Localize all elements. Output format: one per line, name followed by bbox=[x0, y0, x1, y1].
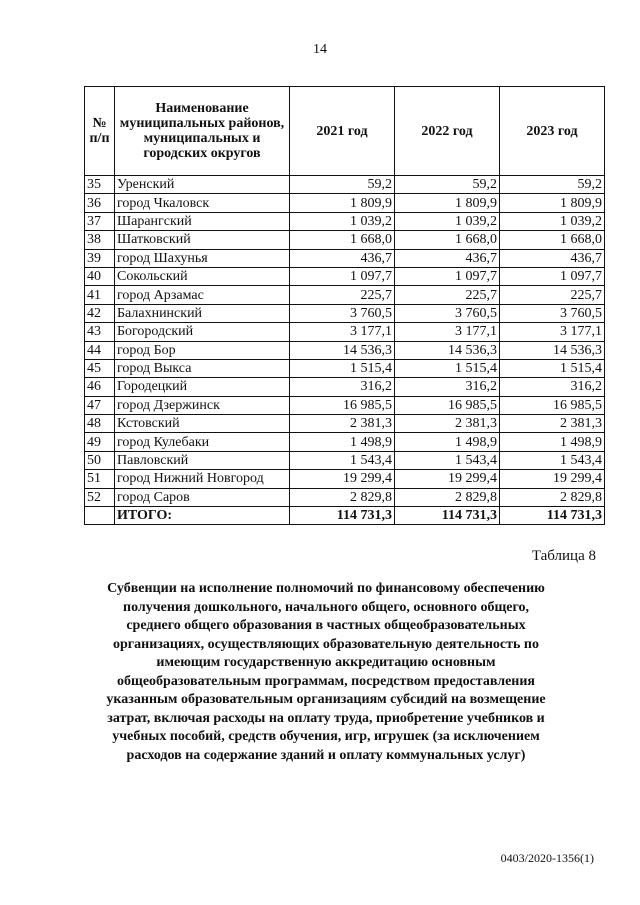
total-row bbox=[85, 507, 605, 525]
cell-y2022: 2 829,8 bbox=[395, 488, 500, 506]
table-row bbox=[85, 488, 605, 506]
cell-name: город Чкаловск bbox=[115, 194, 290, 212]
cell-y2022: 1 668,0 bbox=[395, 231, 500, 249]
cell-y2023: 16 985,5 bbox=[500, 396, 605, 414]
cell-y2021: 59,2 bbox=[290, 176, 395, 194]
cell-num: 35 bbox=[85, 176, 115, 194]
cell-name: город Дзержинск bbox=[115, 396, 290, 414]
cell-y2022: 1 515,4 bbox=[395, 359, 500, 377]
cell-y2021: 19 299,4 bbox=[290, 470, 395, 488]
cell-y2022: 316,2 bbox=[395, 378, 500, 396]
cell-y2021: 3 177,1 bbox=[290, 323, 395, 341]
cell-y2021: 1 543,4 bbox=[290, 451, 395, 469]
cell-num: 42 bbox=[85, 304, 115, 322]
cell-y2021: 1 097,7 bbox=[290, 267, 395, 285]
cell-y2023: 3 177,1 bbox=[500, 323, 605, 341]
cell-y2022: 225,7 bbox=[395, 286, 500, 304]
cell-name: город Кулебаки bbox=[115, 433, 290, 451]
table-row bbox=[85, 231, 605, 249]
cell-y2023: 225,7 bbox=[500, 286, 605, 304]
cell-name: город Нижний Новгород bbox=[115, 470, 290, 488]
document-code: 0403/2020-1356(1) bbox=[500, 851, 594, 865]
cell-y2023: 1 097,7 bbox=[500, 267, 605, 285]
cell-y2021: 14 536,3 bbox=[290, 341, 395, 359]
cell-num: 47 bbox=[85, 396, 115, 414]
table-row bbox=[85, 212, 605, 230]
cell-y2022: 1 039,2 bbox=[395, 212, 500, 230]
cell-y2022: 1 809,9 bbox=[395, 194, 500, 212]
cell-num: 39 bbox=[85, 249, 115, 267]
table-label: Таблица 8 bbox=[531, 548, 596, 564]
table-row bbox=[85, 194, 605, 212]
cell-name: Шарангский bbox=[115, 212, 290, 230]
cell-name: город Шахунья bbox=[115, 249, 290, 267]
cell-y2023: 2 829,8 bbox=[500, 488, 605, 506]
cell-y2022: 14 536,3 bbox=[395, 341, 500, 359]
cell-num: 46 bbox=[85, 378, 115, 396]
cell-y2021: 225,7 bbox=[290, 286, 395, 304]
cell-name: город Бор bbox=[115, 341, 290, 359]
table-row bbox=[85, 433, 605, 451]
cell-y2021: 2 381,3 bbox=[290, 415, 395, 433]
cell-y2022: 114 731,3 bbox=[395, 507, 500, 525]
cell-y2023: 1 809,9 bbox=[500, 194, 605, 212]
cell-y2023: 19 299,4 bbox=[500, 470, 605, 488]
cell-y2021: 1 668,0 bbox=[290, 231, 395, 249]
cell-y2021: 436,7 bbox=[290, 249, 395, 267]
cell-name: Сокольский bbox=[115, 267, 290, 285]
section-title: Субвенции на исполнение полномочий по финансовому обеспечению получения дошкольного, начального общего, основного общего, среднего общего образования в частных общеобразовательных организациях, осуществляющих образовательную деятельность по имеющим государственную аккредитацию основным общеобразовательным программам, посредством предоставления указанным образовательным организациям субсидий на возмещение затрат, включая расходы на оплату труда, приобретение учебников и учебных пособий, средств обучения, игр, игрушек (за исключением расходов на содержание зданий и оплату коммунальных услуг) bbox=[106, 581, 546, 763]
cell-y2023: 1 515,4 bbox=[500, 359, 605, 377]
cell-y2023: 3 760,5 bbox=[500, 304, 605, 322]
data-table bbox=[84, 86, 605, 525]
cell-y2022: 1 498,9 bbox=[395, 433, 500, 451]
cell-name: Павловский bbox=[115, 451, 290, 469]
header-2022: 2022 год bbox=[395, 87, 500, 176]
table-row bbox=[85, 396, 605, 414]
cell-y2022: 436,7 bbox=[395, 249, 500, 267]
header-2021: 2021 год bbox=[290, 87, 395, 176]
cell-y2021: 316,2 bbox=[290, 378, 395, 396]
cell-y2021: 1 498,9 bbox=[290, 433, 395, 451]
header-num: № п/п bbox=[85, 87, 115, 176]
cell-num: 48 bbox=[85, 415, 115, 433]
table-header-row bbox=[85, 87, 605, 176]
cell-name: город Выкса bbox=[115, 359, 290, 377]
page-number: 14 bbox=[313, 42, 327, 57]
cell-y2021: 1 039,2 bbox=[290, 212, 395, 230]
cell-name: Уренский bbox=[115, 176, 290, 194]
cell-num: 50 bbox=[85, 451, 115, 469]
cell-y2021: 1 809,9 bbox=[290, 194, 395, 212]
cell-y2021: 16 985,5 bbox=[290, 396, 395, 414]
cell-y2023: 2 381,3 bbox=[500, 415, 605, 433]
cell-name: Балахнинский bbox=[115, 304, 290, 322]
table-row bbox=[85, 359, 605, 377]
cell-y2023: 59,2 bbox=[500, 176, 605, 194]
cell-num: 40 bbox=[85, 267, 115, 285]
table-row bbox=[85, 267, 605, 285]
cell-name: Городецкий bbox=[115, 378, 290, 396]
cell-num: 44 bbox=[85, 341, 115, 359]
cell-num: 38 bbox=[85, 231, 115, 249]
cell-name: Кстовский bbox=[115, 415, 290, 433]
cell-y2021: 1 515,4 bbox=[290, 359, 395, 377]
cell-y2022: 59,2 bbox=[395, 176, 500, 194]
cell-num: 52 bbox=[85, 488, 115, 506]
cell-y2022: 1 097,7 bbox=[395, 267, 500, 285]
cell-name: город Арзамас bbox=[115, 286, 290, 304]
cell-y2022: 3 177,1 bbox=[395, 323, 500, 341]
cell-num: 41 bbox=[85, 286, 115, 304]
cell-y2022: 3 760,5 bbox=[395, 304, 500, 322]
cell-y2023: 1 498,9 bbox=[500, 433, 605, 451]
cell-y2023: 1 039,2 bbox=[500, 212, 605, 230]
cell-y2023: 114 731,3 bbox=[500, 507, 605, 525]
cell-y2022: 2 381,3 bbox=[395, 415, 500, 433]
table-row bbox=[85, 451, 605, 469]
cell-num: 43 bbox=[85, 323, 115, 341]
cell-y2023: 1 668,0 bbox=[500, 231, 605, 249]
cell-y2021: 3 760,5 bbox=[290, 304, 395, 322]
cell-name: Богородский bbox=[115, 323, 290, 341]
cell-name: Шатковский bbox=[115, 231, 290, 249]
table-row bbox=[85, 378, 605, 396]
cell-y2022: 1 543,4 bbox=[395, 451, 500, 469]
cell-name: город Саров bbox=[115, 488, 290, 506]
cell-name: ИТОГО: bbox=[115, 507, 290, 525]
table-row bbox=[85, 341, 605, 359]
cell-y2021: 114 731,3 bbox=[290, 507, 395, 525]
cell-num: 37 bbox=[85, 212, 115, 230]
table-row bbox=[85, 176, 605, 194]
cell-y2022: 16 985,5 bbox=[395, 396, 500, 414]
header-name: Наименование муниципальных районов, муниципальных и городских округов bbox=[115, 87, 290, 176]
cell-num bbox=[85, 507, 115, 525]
header-2023: 2023 год bbox=[500, 87, 605, 176]
table-row bbox=[85, 286, 605, 304]
table-row bbox=[85, 415, 605, 433]
cell-num: 51 bbox=[85, 470, 115, 488]
cell-num: 36 bbox=[85, 194, 115, 212]
table-row bbox=[85, 304, 605, 322]
cell-num: 49 bbox=[85, 433, 115, 451]
table-row bbox=[85, 323, 605, 341]
cell-y2021: 2 829,8 bbox=[290, 488, 395, 506]
table-body bbox=[85, 176, 605, 525]
cell-y2023: 436,7 bbox=[500, 249, 605, 267]
cell-y2022: 19 299,4 bbox=[395, 470, 500, 488]
cell-y2023: 1 543,4 bbox=[500, 451, 605, 469]
cell-y2023: 316,2 bbox=[500, 378, 605, 396]
table-row bbox=[85, 249, 605, 267]
cell-num: 45 bbox=[85, 359, 115, 377]
table-row bbox=[85, 470, 605, 488]
cell-y2023: 14 536,3 bbox=[500, 341, 605, 359]
